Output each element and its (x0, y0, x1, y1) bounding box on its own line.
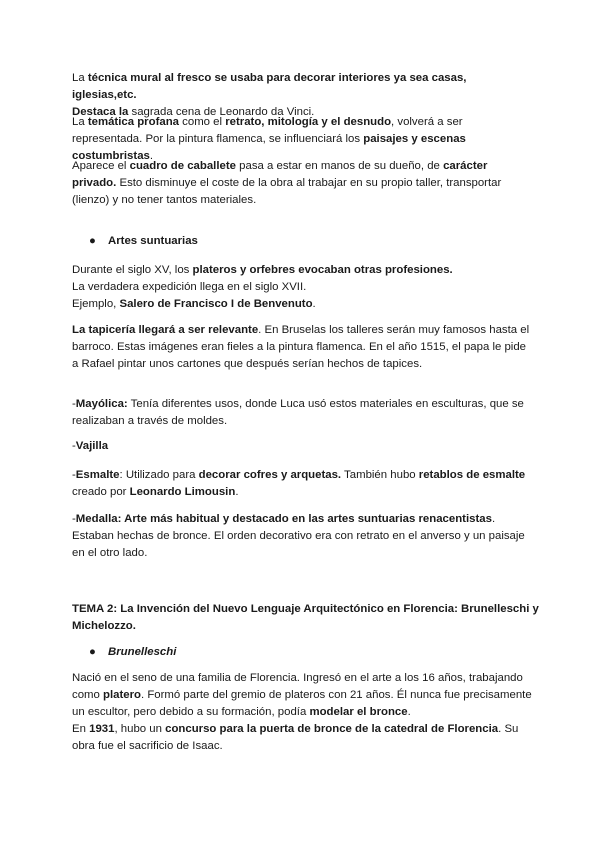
paragraph-caballete (72, 158, 532, 209)
text-run: La verdadera expedición llega en el siglo XVII. (72, 281, 307, 293)
text-run: . Estaban hechas de bronce. El orden decorativo era con retrato en el anverso y un paisaje en el otro lado. (72, 513, 525, 559)
text-run: . Formó parte del gremio de plateros con 21 años. Él nunca fue precisamente un escultor, pero debido a su formación, podía (72, 689, 532, 718)
paragraph-siglo-xv (72, 262, 532, 313)
text-run: Ejemplo, (72, 298, 120, 310)
text-run: . (149, 150, 154, 162)
text-run: Esto disminuye el coste de la obra al trabajar en su propio taller, transportar (lienzo) y no tener tantos materiales. (72, 177, 502, 206)
text-run: . En Bruselas los talleres serán muy famosos hasta el barroco. Estas imágenes eran fieles a la pintura flamenca. En el año 1515, el papa le pide a Rafael pintar unos cartones que después serían hechos de tapices. (72, 324, 530, 370)
bold-run: Mayólica: (75, 398, 128, 410)
text-run: . (235, 486, 239, 498)
bold-run: 1931 (89, 723, 115, 735)
text-run: La (72, 72, 88, 84)
paragraph-mayolica (72, 396, 532, 430)
text-run: , volverá a ser representada. Por la pintura flamenca, se influenciará los (72, 116, 463, 145)
text-run: Aparece el (72, 160, 130, 172)
text-run: . Su obra fue el sacrificio de Isaac. (72, 723, 519, 752)
paragraph-esmalte (72, 467, 532, 501)
bold-run: Leonardo Limousin (129, 486, 236, 498)
bold-run: temática profana (87, 116, 179, 128)
bullet-marker: ● (89, 235, 96, 247)
bold-run: carácter privado. (72, 160, 488, 189)
bold-run: Esmalte (75, 469, 120, 481)
text-run: sagrada cena de Leonardo da Vinci. (128, 106, 315, 118)
text-run: : Utilizado para (119, 469, 199, 481)
bold-run: plateros y orfebres evocaban otras profesiones. (192, 264, 453, 276)
bold-run: Salero de Francisco I de Benvenuto (119, 298, 313, 310)
text-run: - (72, 440, 76, 452)
text-run: - (72, 513, 76, 525)
bullet-label: Artes suntuarias (108, 235, 198, 247)
paragraph-medalla (72, 511, 532, 562)
bold-run: paisajes y escenas costumbristas (72, 133, 466, 162)
paragraph-brunelleschi-bio (72, 670, 532, 755)
text-run: También hubo (341, 469, 419, 481)
bullet-artes-suntuarias (89, 233, 198, 250)
paragraph-tapiceria (72, 322, 532, 373)
text-run: , hubo un (114, 723, 166, 735)
bold-run: concurso para la puerta de bronce de la catedral de Florencia (165, 723, 499, 735)
text-run: En (72, 723, 90, 735)
bold-run: retrato, mitología y el desnudo (225, 116, 392, 128)
paragraph-vajilla (72, 438, 532, 455)
text-run: . (407, 706, 411, 718)
text-run: Nació en el seno de una familia de Florencia. Ingresó en el arte a los 16 años, trabajando como (72, 672, 523, 701)
bold-run: modelar el bronce (309, 706, 408, 718)
text-run: La (72, 116, 88, 128)
bold-run: retablos de esmalte (418, 469, 526, 481)
text-run: Durante el siglo XV, los (72, 264, 193, 276)
section-heading: TEMA 2: La Invención del Nuevo Lenguaje Arquitectónico en Florencia: Brunelleschi y Michelozzo. (72, 603, 539, 632)
bold-run: Medalla: Arte más habitual y destacado en las artes suntuarias renacentistas (75, 513, 492, 525)
bold-run: Vajilla (75, 440, 109, 452)
bullet-brunelleschi (89, 644, 176, 661)
text-run: . (312, 298, 316, 310)
bullet-label: Brunelleschi (108, 646, 177, 658)
bold-run: La tapicería llegará a ser relevante (72, 324, 259, 336)
text-run: como el (179, 116, 226, 128)
text-run: Tenía diferentes usos, donde Luca usó estos materiales en esculturas, que se realizaban a través de moldes. (72, 398, 524, 427)
bullet-marker: ● (89, 646, 96, 658)
text-run: pasa a estar en manos de su dueño, de (235, 160, 444, 172)
bold-run: cuadro de caballete (129, 160, 236, 172)
text-run: - (72, 398, 76, 410)
bold-run: platero (103, 689, 142, 701)
bold-run: técnica mural al fresco se usaba para decorar interiores ya sea casas, iglesias,etc. (72, 72, 467, 101)
text-run: creado por (72, 486, 130, 498)
text-run: - (72, 469, 76, 481)
bold-run: decorar cofres y arquetas. (198, 469, 342, 481)
bold-run: Destaca la (72, 106, 129, 118)
